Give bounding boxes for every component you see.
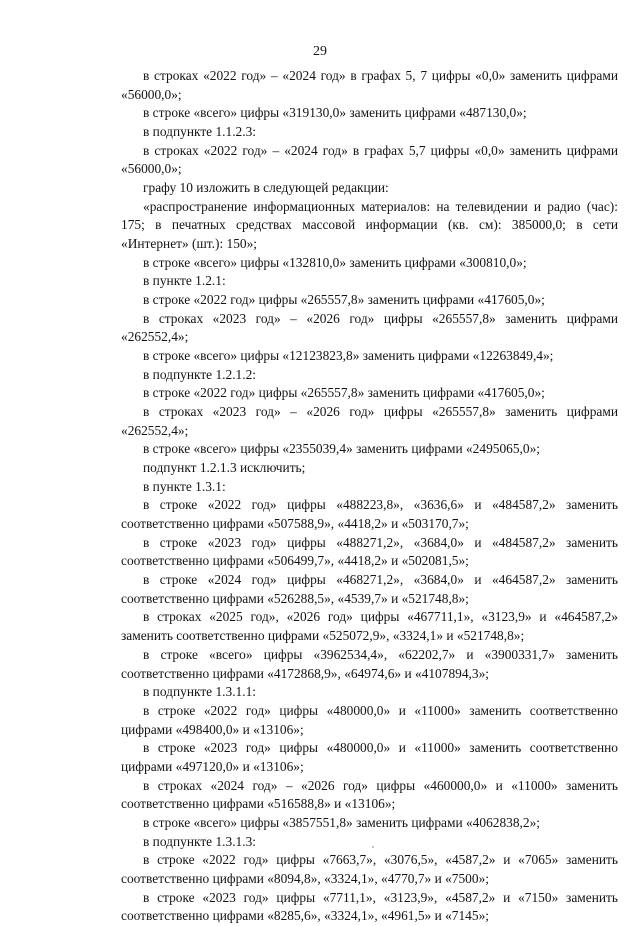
paragraph: в строке «2023 год» цифры «7711,1», «3123,9», «4587,2» и «7150» заменить соответственно цифрами «8285,6», «3324,1», «4961,5» и «7145»; [121,889,618,924]
paragraph: в строках «2023 год» – «2026 год» цифры «265557,8» заменить цифрами «262552,4»; [121,310,618,345]
paragraph: в строках «2024 год» – «2026 год» цифры «460000,0» и «11000» заменить соответственно цифрами «516588,8» и «13106»; [121,777,618,812]
paragraph: подпункт 1.2.1.3 исключить; [143,460,306,476]
paragraph: в строке «всего» цифры «132810,0» заменить цифрами «300810,0»; [143,254,527,270]
paragraph: в строке «всего» цифры «3857551,8» заменить цифрами «4062838,2»; [143,814,541,830]
paragraph: в строках «2025 год», «2026 год» цифры «467711,1», «3123,9» и «464587,2» заменить соответственно цифрами «525072,9», «3324,1» и «521748,8»; [121,609,618,644]
paragraph: в строке «2022 год» цифры «480000,0» и «11000» заменить соответственно цифрами «498400,0» и «13106»; [121,702,618,737]
page-number: 29 [313,44,327,59]
paragraph: в строках «2023 год» – «2026 год» цифры «265557,8» заменить цифрами «262552,4»; [121,404,618,438]
paragraph: в пункте 1.2.1: [143,273,226,289]
paragraph: в строке «2022 год» цифры «265557,8» заменить цифрами «417605,0»; [143,292,545,308]
paragraph: в строке «2023 год» цифры «488271,2», «3684,0» и «484587,2» заменить соответственно цифрами «506499,7», «4418,2» и «502081,5»; [121,534,618,569]
paragraph: в строке «2022 год» цифры «488223,8», «3636,6» и «484587,2» заменить соответственно цифрами «507588,9», «4418,2» и «503170,7»; [121,497,618,532]
paragraph: «распространение информационных материалов: на телевидении и радио (час): 175; в печатных средствах массовой информации (кв. см): 385000,0; в сети «Интернет» (шт.): 150»; [121,198,618,252]
paragraph: в подпункте 1.3.1.1: [143,684,257,700]
paragraph: в строках «2022 год» – «2024 год» в графах 5, 7 цифры «0,0» заменить цифрами «56000,0»; [121,68,618,102]
paragraph: в строке «2022 год» цифры «265557,8» заменить цифрами «417605,0»; [143,385,545,401]
paragraph: в пункте 1.3.1: [143,478,226,494]
paragraph: графу 10 изложить в следующей редакции: [143,180,389,196]
paragraph: в строке «всего» цифры «12123823,8» заменить цифрами «12263849,4»; [143,348,554,364]
paragraph: в строке «всего» цифры «319130,0» заменить цифрами «487130,0»; [143,105,527,121]
document-body [121,67,618,926]
scan-speck [372,846,374,848]
paragraph: в подпункте 1.3.1.3: [143,833,257,849]
paragraph: в подпункте 1.2.1.2: [143,366,257,382]
paragraph: в строке «2022 год» цифры «7663,7», «3076,5», «4587,2» и «7065» заменить соответственно цифрами «8094,8», «3324,1», «4770,7» и «7500»; [121,852,618,886]
paragraph: в строках «2022 год» – «2024 год» в графах 5,7 цифры «0,0» заменить цифрами «56000,0»; [121,142,618,177]
paragraph: в строке «всего» цифры «3962534,4», «62202,7» и «3900331,7» заменить соответственно цифрами «4172868,9», «64974,6» и «4107894,3»; [121,646,618,681]
paragraph: в строке «всего» цифры «2355039,4» заменить цифрами «2495065,0»; [143,441,541,457]
paragraph: в строке «2023 год» цифры «480000,0» и «11000» заменить соответственно цифрами «497120,0» и «13106»; [121,740,618,774]
paragraph: в строке «2024 год» цифры «468271,2», «3684,0» и «464587,2» заменить соответственно цифрами «526288,5», «4539,7» и «521748,8»; [121,572,618,606]
paragraph: в подпункте 1.1.2.3: [143,124,257,140]
